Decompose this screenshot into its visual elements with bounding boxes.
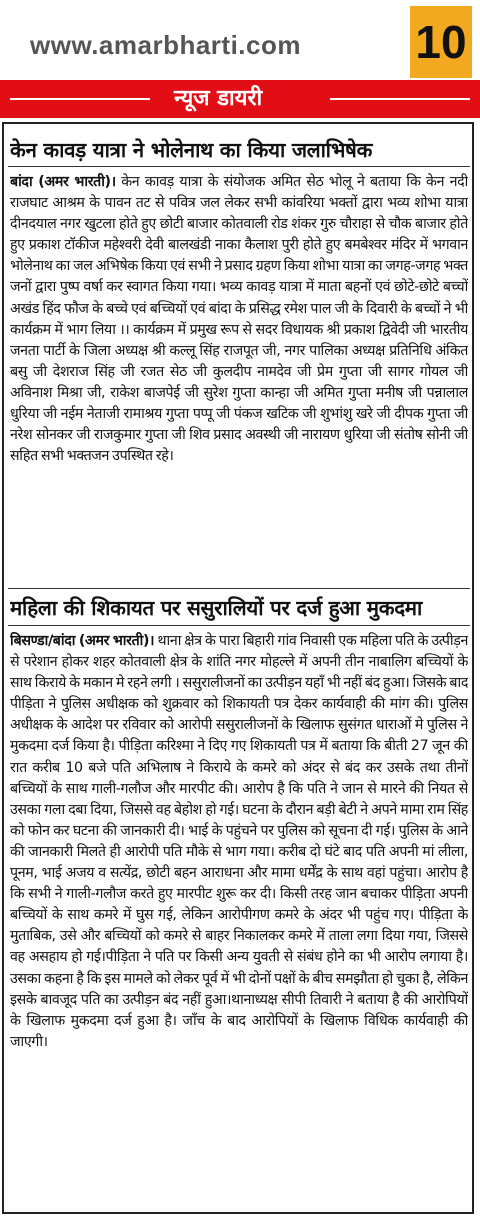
site-url: www.amarbharti.com [30, 30, 301, 60]
article-2-headline: महिला की शिकायत पर ससुरालियों पर दर्ज हुआ मुकदमा [10, 596, 423, 620]
page-number-badge: 10 [410, 6, 472, 78]
article-separator [8, 588, 470, 589]
article-1-dateline: बांदा (अमर भारती)। [10, 174, 116, 190]
section-rule-left [10, 98, 150, 100]
article-1-body [10, 172, 468, 584]
section-band [0, 80, 480, 118]
article-2-body [10, 631, 468, 1211]
article-2-text: थाना क्षेत्र के पारा बिहारी गांव निवासी एक महिला पति के उत्पीड़न से परेशान होकर शहर कोतवाली क्षेत्र के शांति नगर मोहल्ले में अपनी तीन नाबालिग बच्चियों के साथ किराये के मकान मे रहने लगी । ससुरालीजनों का उत्पीड़न यहाँ भी नहीं बंद हुआ। जिसके बाद पीड़िता ने पुलिस अधीक्षक को शुक्रवार को शिकायती पत्र देकर कार्यवाही की मांग की। पुलिस अधीक्षक के आदेश पर रविवार को आरोपी ससुरालीजनों के खिलाफ सुसंगत धाराओं मे पुलिस ने मुकदमा दर्ज किया है। पीड़िता करिश्मा ने दिए गए शिकायती पत्र में बताया कि बीती 27 जून की रात करीब 10 बजे पति अभिलाष ने किराये के कमरे को अंदर से बंद कर उसके तथा तीनों बच्चियों के साथ गाली-गलौज और मारपीट की। आरोप है कि पति ने जान से मारने की नियत से उसका गला दबा दिया, जिससे वह बेहोश हो गई। घटना के दौरान बड़ी बेटी ने अपने मामा राम सिंह को फोन कर घटना की जानकारी दी। भाई के पहुंचने पर पुलिस को सूचना दी गई। पुलिस के आने की जानकारी मिलते ही आरोपी पति मौके से भाग गया। करीब दो घंटे बाद पति अपनी मां लीला, पूनम, भाई अजय व सत्येंद्र, छोटी बहन आराधना और मामा धर्मेंद्र के साथ वहां पहुंचा। आरोप है कि सभी ने गाली-गलौज करते हुए मारपीट शुरू कर दी। किसी तरह जान बचाकर पीड़िता अपनी बच्चियों के साथ कमरे में घुस गई, लेकिन आरोपीगण कमरे के अंदर भी पहुंच गए। पीड़िता के मुताबिक, उसे और बच्चियों को कमरे से बाहर निकालकर कमरे में ताला लगा दिया गया, जिससे वह असहाय हो गई।पीड़िता ने पति पर किसी अन्य युवती से संबंध होने का भी आरोप लगाया है। उसका कहना है कि इस मामले को लेकर पूर्व में भी दोनों पक्षों के बीच समझौता हो चुका है, लेकिन इसके बावजूद पति का उत्पीड़न बंद नहीं हुआ।थानाध्यक्ष सीपी तिवारी ने बताया है की आरोपियों के खिलाफ मुकदमा दर्ज हुआ है। जाँच के बाद आरोपियों के खिलाफ विधिक कार्यवाही की जाएगी। [10, 633, 468, 1050]
article-1-text: केन कावड़ यात्रा के संयोजक अमित सेठ भोलू ने बताया कि केन नदी राजघाट आश्रम के पावन तट से पवित्र जल लेकर सभी कांवरिया भक्तों द्वारा भव्य शोभा यात्रा दीनदयाल नगर खुटला होते हुए छोटी बाजार कोतवाली रोड शंकर गुरु चौराहा से चौक बाजार होते हुए प्रकाश टॉकीज महेश्वरी देवी बालखंडी नाका कैलाश पुरी होते हुए बमबेश्वर मंदिर में भगवान भोलेनाथ का जल अभिषेक किया एवं सभी ने प्रसाद ग्रहण किया शोभा यात्रा का जगह-जगह भक्त जनों द्वारा पुष्प वर्षा कर स्वागत किया गया। भव्य कावड़ यात्रा में माता बहनों एवं छोटे-छोटे बच्चों अखंड हिंद फौज के बच्चे एवं बच्चियों एवं बांदा के प्रसिद्ध रमेश पाल जी के दिवारी के बच्चों ने भी कार्यक्रम में भाग लिया ।। कार्यक्रम में प्रमुख रूप से सदर विधायक श्री प्रकाश द्विवेदी जी भारतीय जनता पार्टी के जिला अध्यक्ष श्री कल्लू सिंह राजपूत जी, नगर पालिका अध्यक्ष प्रतिनिधि अंकित बसु जी देशराज सिंह जी रजत सेठ जी कुलदीप नामदेव जी प्रेम गुप्ता जी सागर गोयल जी अविनाश मिश्रा जी, राकेश बाजपेई जी सुरेश गुप्ता कान्हा जी अमित गुप्ता मनीष जी पन्नालाल धुरिया जी नईम नेताजी रामाश्रय गुप्ता पप्पू जी पंकज खटिक जी शुभांशु खरे जी दीपक गुप्ता जी नरेश सोनकर जी राजकुमार गुप्ता जी शिव प्रसाद अवस्थी जी नारायण धुरिया जी संतोष सोनी जी सहित सभी भक्तजन उपस्थित रहे। [10, 174, 468, 465]
article-2-headline-divider [8, 625, 470, 626]
article-2-dateline: बिसण्डा/बांदा (अमर भारती)। [10, 633, 155, 649]
article-1-headline: केन कावड़ यात्रा ने भोलेनाथ का किया जलाभिषेक [10, 138, 373, 162]
masthead [0, 0, 480, 80]
article-1-headline-divider [8, 166, 470, 167]
section-title: न्यूज डायरी [160, 84, 276, 114]
section-rule-right [330, 98, 470, 100]
